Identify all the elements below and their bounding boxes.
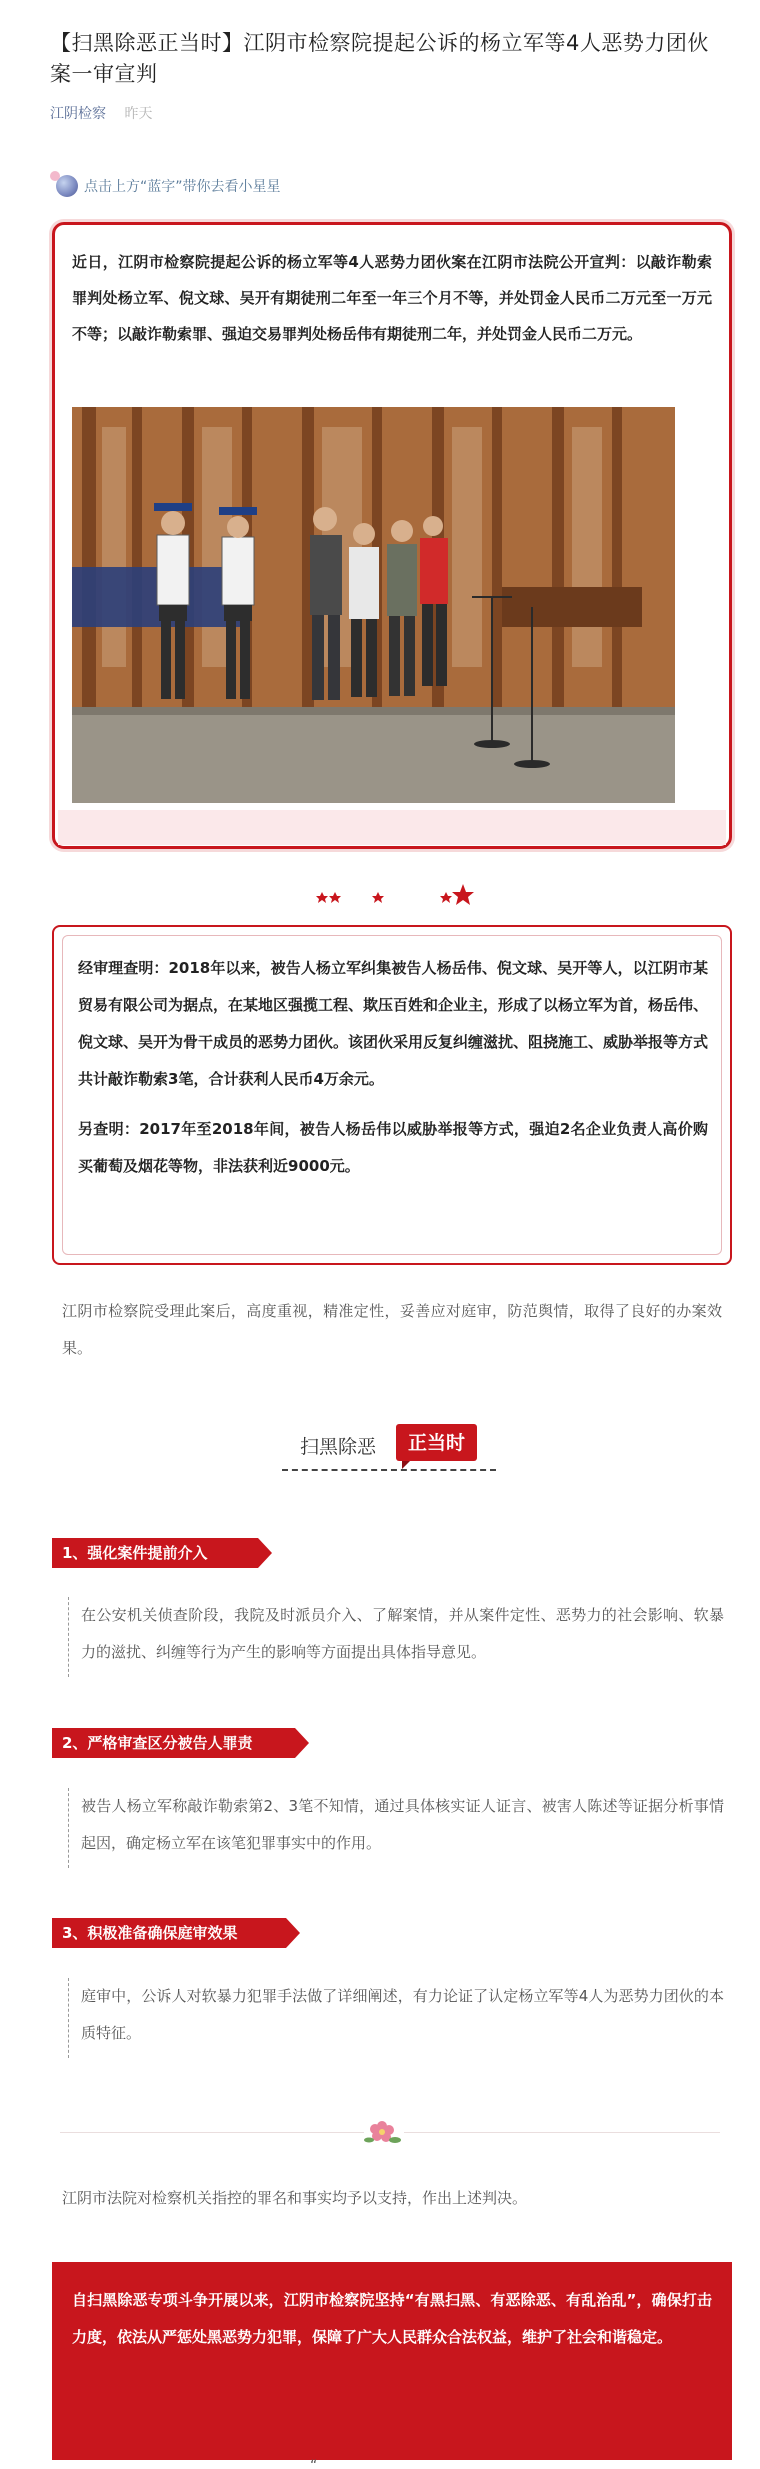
intro-frame-pink-band: [58, 810, 726, 845]
facts-paragraph-2: 另查明：2017年至2018年间，被告人杨岳伟以威胁举报等方式，强迫2名企业负责人高价购买葡萄及烟花等物，非法获利近9000元。: [78, 1120, 708, 1175]
brand-left-text: 扫黑除恶: [300, 1436, 377, 1458]
decorative-stars: [0, 878, 760, 908]
star-icon: [329, 892, 341, 903]
section-heading-1: 1、强化案件提前介入: [52, 1538, 258, 1568]
star-icon: [440, 892, 452, 903]
brand-underline: [282, 1469, 496, 1471]
star-icon: [372, 892, 384, 903]
facts-text: [78, 950, 708, 1198]
section-body-2: [68, 1788, 724, 1868]
follow-hint[interactable]: [56, 175, 281, 197]
star-icon: [452, 884, 474, 905]
courtroom-photo[interactable]: [72, 407, 675, 803]
courtroom-illustration: [72, 407, 675, 803]
quote-mark: “: [310, 2458, 318, 2469]
section-body-3: [68, 1978, 724, 2058]
court-paragraph: 江阴市法院对检察机关指控的罪名和事实均予以支持，作出上述判决。: [62, 2189, 528, 2207]
star-icon: [316, 892, 328, 903]
intro-text: 近日，江阴市检察院提起公诉的杨立军等4人恶势力团伙案在江阴市法院公开宣判：以敲诈勒索罪判处杨立军、倪文球、吴开有期徒刑二年至一年三个月不等，并处罚金人民币二万元至一万元不等；以敲诈勒索罪、强迫交易罪判处杨岳伟有期徒刑二年，并处罚金人民币二万元。: [72, 253, 712, 343]
summary-paragraph: 江阴市检察院受理此案后，高度重视，精准定性，妥善应对庭审，防范舆情，取得了良好的办案效果。: [62, 1302, 722, 1357]
brand-banner: [0, 1422, 760, 1478]
section-heading-3: 3、积极准备确保庭审效果: [52, 1918, 286, 1948]
facts-paragraph-1: 经审理查明：2018年以来，被告人杨立军纠集被告人杨岳伟、倪文球、吴开等人，以江阴市某贸易有限公司为据点，在某地区强揽工程、欺压百姓和企业主，形成了以杨立军为首，杨岳伟、倪文球、吴开为骨干成员的恶势力团伙。该团伙采用反复纠缠滋扰、阻挠施工、威胁举报等方式共计敲诈勒索3笔，合计获利人民币4万余元。: [78, 959, 709, 1088]
publish-date: 昨天: [124, 106, 153, 122]
article-title: 【扫黑除恶正当时】江阴市检察院提起公诉的杨立军等4人恶势力团伙案一审宣判: [50, 31, 709, 86]
account-link[interactable]: 江阴检察: [50, 106, 106, 122]
brand-right-badge: 正当时: [396, 1424, 477, 1461]
closing-text: 自扫黑除恶专项斗争开展以来，江阴市检察院坚持“有黑扫黑、有恶除恶、有乱治乱”，确保打击力度，依法从严惩处黑恶势力犯罪，保障了广大人民群众合法权益，维护了社会和谐稳定。: [72, 2291, 712, 2346]
follow-hint-text: 点击上方“蓝字”带你去看小星星: [84, 179, 281, 195]
section-text-3: 庭审中，公诉人对软暴力犯罪手法做了详细阐述，有力论证了认定杨立军等4人为恶势力团伙的本质特征。: [81, 1987, 724, 2042]
section-text-1: 在公安机关侦查阶段，我院及时派员介入、了解案情，并从案件定性、恶势力的社会影响、软暴力的滋扰、纠缠等行为产生的影响等方面提出具体指导意见。: [81, 1606, 724, 1661]
section-heading-2: 2、严格审查区分被告人罪责: [52, 1728, 295, 1758]
planet-icon: [56, 175, 78, 197]
section-body-1: [68, 1597, 724, 1677]
flower-icon: [364, 2112, 404, 2152]
section-text-2: 被告人杨立军称敲诈勒索第2、3笔不知情，通过具体核实证人证言、被害人陈述等证据分析事情起因，确定杨立军在该笔犯罪事实中的作用。: [81, 1797, 724, 1852]
article-meta: [50, 103, 152, 123]
